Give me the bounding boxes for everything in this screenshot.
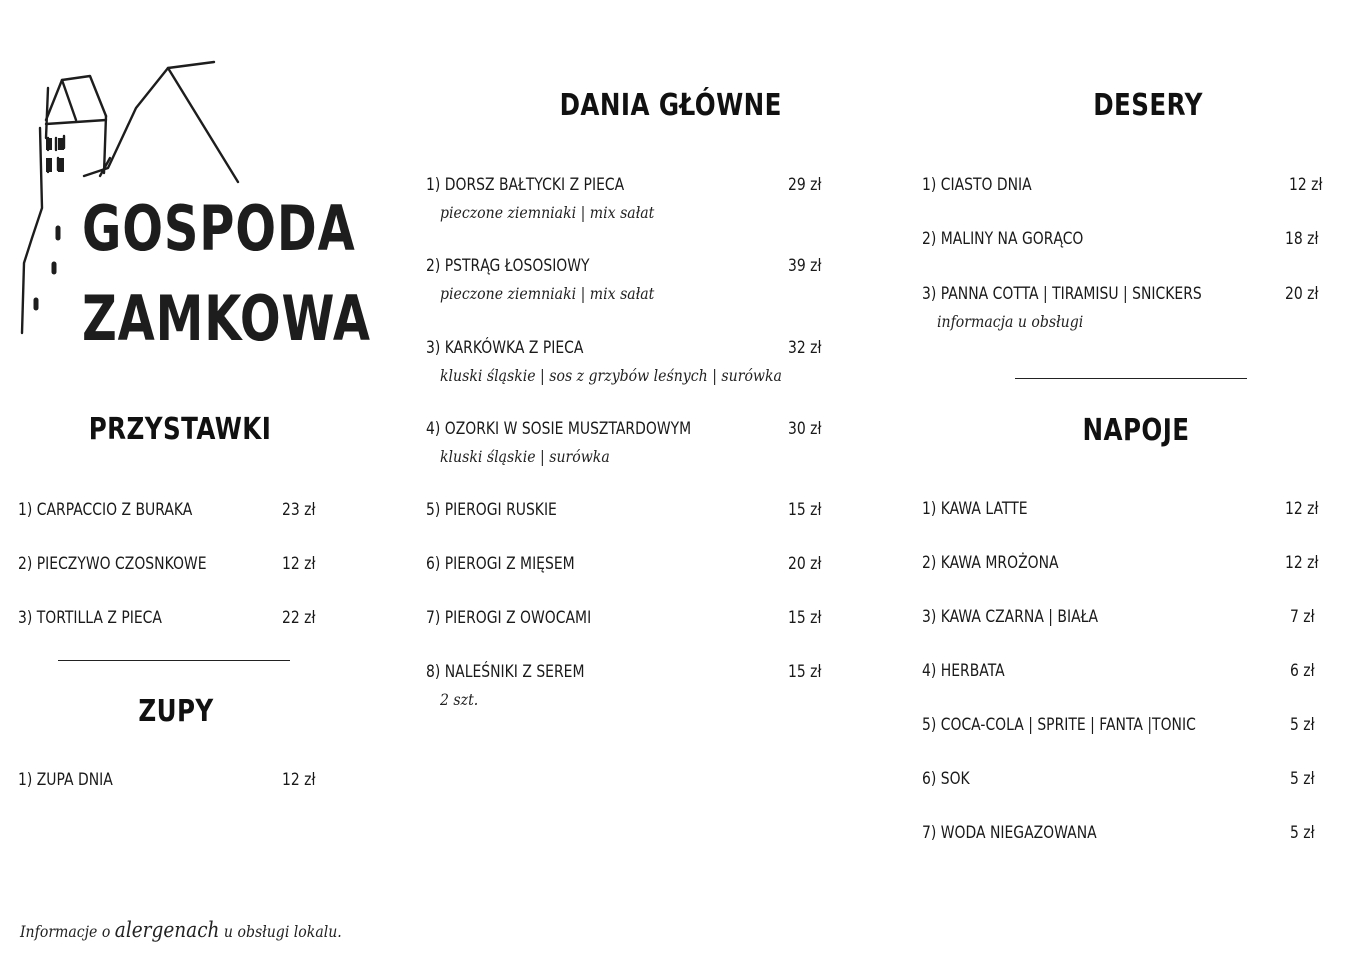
menu-item-name: 3) KARKÓWKA Z PIECA xyxy=(426,338,584,358)
menu-item-name: 1) KAWA LATTE xyxy=(922,499,1028,519)
menu-item-price: 15 zł xyxy=(788,662,822,682)
menu-item-price: 7 zł xyxy=(1290,607,1315,627)
menu-item-price: 20 zł xyxy=(1285,284,1319,304)
menu-item-name: 2) PIECZYWO CZOSNKOWE xyxy=(18,554,207,574)
menu-item-description: pieczone ziemniaki | mix sałat xyxy=(440,284,655,303)
menu-item-name: 2) PSTRĄG ŁOSOSIOWY xyxy=(426,256,590,276)
menu-item-name: 7) PIEROGI Z OWOCAMI xyxy=(426,608,592,628)
menu-item-price: 22 zł xyxy=(282,608,316,628)
menu-item-name: 2) MALINY NA GORĄCO xyxy=(922,229,1084,249)
section-title-zupy: ZUPY xyxy=(138,694,214,729)
section-title-dania-glowne: DANIA GŁÓWNE xyxy=(559,88,782,123)
menu-item-name: 4) OZORKI W SOSIE MUSZTARDOWYM xyxy=(426,419,692,439)
menu-item-name: 4) HERBATA xyxy=(922,661,1005,681)
menu-item-price: 29 zł xyxy=(788,175,822,195)
menu-item-price: 5 zł xyxy=(1290,769,1315,789)
menu-item-description: pieczone ziemniaki | mix sałat xyxy=(440,203,655,222)
menu-item-price: 5 zł xyxy=(1290,823,1315,843)
menu-item-price: 20 zł xyxy=(788,554,822,574)
menu-item-price: 12 zł xyxy=(1285,553,1319,573)
menu-item-name: 2) KAWA MROŻONA xyxy=(922,553,1059,573)
section-title-przystawki: PRZYSTAWKI xyxy=(88,412,272,447)
menu-item-price: 6 zł xyxy=(1290,661,1315,681)
section-divider xyxy=(1015,378,1247,379)
allergen-note-suffix: u obsługi lokalu. xyxy=(219,922,342,941)
menu-item-description: kluski śląskie | surówka xyxy=(440,447,610,466)
logo xyxy=(18,58,371,358)
menu-item-description: informacja u obsługi xyxy=(937,312,1084,331)
menu-item-price: 15 zł xyxy=(788,608,822,628)
menu-item-name: 1) CARPACCIO Z BURAKA xyxy=(18,500,193,520)
menu-item-price: 5 zł xyxy=(1290,715,1315,735)
menu-item-name: 1) CIASTO DNIA xyxy=(922,175,1032,195)
menu-item-price: 12 zł xyxy=(1289,175,1323,195)
menu-item-price: 12 zł xyxy=(282,770,316,790)
menu-item-price: 18 zł xyxy=(1285,229,1319,249)
allergen-note-prefix: Informacje o xyxy=(20,922,115,941)
menu-item-name: 6) PIEROGI Z MIĘSEM xyxy=(426,554,575,574)
menu-item-description: 2 szt. xyxy=(440,690,479,709)
menu-item-name: 6) SOK xyxy=(922,769,970,789)
menu-item-price: 39 zł xyxy=(788,256,822,276)
menu-item-price: 32 zł xyxy=(788,338,822,358)
menu-item-price: 23 zł xyxy=(282,500,316,520)
menu-item-name: 1) DORSZ BAŁTYCKI Z PIECA xyxy=(426,175,625,195)
menu-item-name: 5) COCA-COLA | SPRITE | FANTA |TONIC xyxy=(922,715,1196,735)
allergen-note xyxy=(20,918,342,942)
menu-item-price: 12 zł xyxy=(282,554,316,574)
section-title-napoje: NAPOJE xyxy=(1082,413,1190,448)
menu-item-price: 12 zł xyxy=(1285,499,1319,519)
logo-text-line1: GOSPODA xyxy=(82,192,356,265)
menu-item-name: 8) NALEŚNIKI Z SEREM xyxy=(426,662,585,682)
menu-item-price: 15 zł xyxy=(788,500,822,520)
menu-item-name: 7) WODA NIEGAZOWANA xyxy=(922,823,1097,843)
menu-item-name: 1) ZUPA DNIA xyxy=(18,770,113,790)
allergen-note-highlight: alergenach xyxy=(114,918,220,942)
menu-item-name: 3) TORTILLA Z PIECA xyxy=(18,608,162,628)
logo-text-line2: ZAMKOWA xyxy=(82,282,371,355)
section-divider xyxy=(58,660,290,661)
section-title-desery: DESERY xyxy=(1093,88,1203,123)
menu-item-price: 30 zł xyxy=(788,419,822,439)
menu-item-name: 3) PANNA COTTA | TIRAMISU | SNICKERS xyxy=(922,284,1202,304)
menu-item-name: 5) PIEROGI RUSKIE xyxy=(426,500,557,520)
menu-item-description: kluski śląskie | sos z grzybów leśnych | surówka xyxy=(440,366,782,385)
menu-item-name: 3) KAWA CZARNA | BIAŁA xyxy=(922,607,1099,627)
